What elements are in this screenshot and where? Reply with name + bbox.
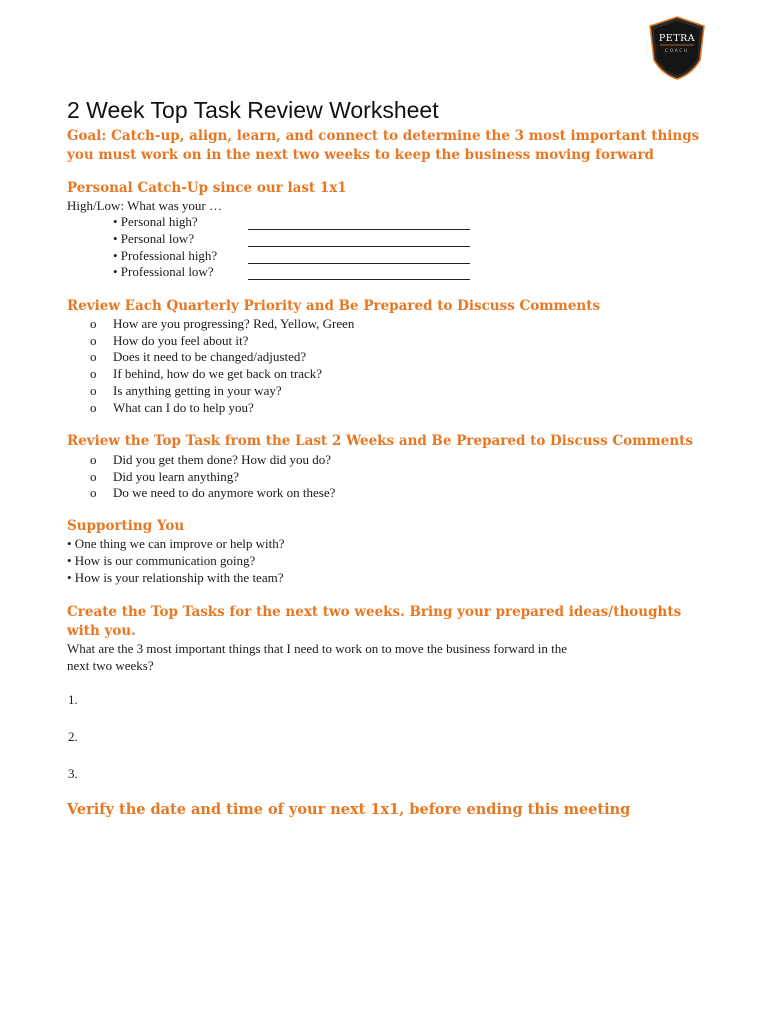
list-marker: o: [90, 485, 97, 501]
catchup-item: • Professional high?: [113, 248, 218, 263]
list-item: [90, 452, 335, 469]
quarterly-heading: Review Each Quarterly Priority and Be Prepared to Discuss Comments: [67, 298, 601, 314]
supporting-heading: Supporting You: [67, 518, 185, 534]
task-number-3: 3.: [68, 766, 78, 781]
toptask-heading: Review the Top Task from the Last 2 Weeks and Be Prepared to Discuss Comments: [67, 433, 693, 449]
goal-line-2: you must work on in the next two weeks to keep the business moving forward: [67, 147, 654, 163]
list-marker: o: [90, 332, 97, 348]
list-marker: o: [90, 452, 97, 467]
create-body-line-1: What are the 3 most important things that I need to work on to move the business forward in the: [67, 641, 568, 656]
list-item: [90, 400, 354, 417]
list-item: [90, 349, 354, 366]
list-item: [90, 316, 354, 333]
catchup-item: • Professional low?: [113, 264, 214, 279]
list-item: [90, 366, 354, 383]
page-title: 2 Week Top Task Review Worksheet: [67, 97, 439, 123]
create-heading-line-1: Create the Top Tasks for the next two weeks. Bring your prepared ideas/thoughts: [67, 604, 682, 620]
goal-line-1: Goal: Catch-up, align, learn, and connect to determine the 3 most important things: [67, 128, 700, 144]
task-number-1: 1.: [68, 692, 78, 707]
list-item-text: If behind, how do we get back on track?: [113, 366, 323, 382]
list-marker: o: [90, 468, 97, 484]
catchup-item: • Personal low?: [113, 231, 195, 246]
create-body-line-2: next two weeks?: [67, 658, 154, 673]
create-heading-line-2: with you.: [67, 623, 136, 639]
catchup-heading: Personal Catch-Up since our last 1x1: [67, 180, 347, 196]
list-marker: o: [90, 349, 97, 365]
list-item-text: Do we need to do anymore work on these?: [113, 485, 336, 501]
supporting-item: • How is our communication going?: [67, 553, 256, 568]
catchup-item: • Personal high?: [113, 214, 198, 229]
list-marker: o: [90, 366, 97, 382]
answer-blank[interactable]: [248, 246, 470, 247]
list-item: [90, 469, 335, 486]
list-marker: o: [90, 382, 97, 398]
list-item-text: Did you get them done? How did you do?: [113, 452, 332, 467]
list-item-text: How are you progressing? Red, Yellow, Green: [113, 316, 355, 331]
task-number-2: 2.: [68, 729, 78, 744]
answer-blank[interactable]: [248, 263, 470, 264]
answer-blank[interactable]: [248, 279, 470, 280]
quarterly-list: [90, 316, 354, 416]
list-marker: o: [90, 316, 97, 331]
list-item: [90, 485, 335, 502]
footer-instruction: Verify the date and time of your next 1x1, before ending this meeting: [67, 801, 631, 818]
list-item-text: How do you feel about it?: [113, 332, 249, 348]
list-item-text: Is anything getting in your way?: [113, 382, 282, 398]
list-item-text: Does it need to be changed/adjusted?: [113, 349, 307, 365]
supporting-item: • One thing we can improve or help with?: [67, 536, 285, 551]
list-marker: o: [90, 399, 97, 415]
toptask-list: [90, 452, 335, 502]
supporting-item: • How is your relationship with the team?: [67, 570, 284, 585]
answer-blank[interactable]: [248, 229, 470, 230]
logo-subtext: COACH: [665, 49, 689, 54]
list-item-text: Did you learn anything?: [113, 468, 239, 484]
list-item: [90, 333, 354, 350]
list-item-text: What can I do to help you?: [113, 399, 254, 415]
list-item: [90, 383, 354, 400]
petra-coach-logo: [648, 16, 706, 80]
catchup-intro: High/Low: What was your …: [67, 198, 223, 213]
logo-text: PETRA: [658, 33, 696, 44]
